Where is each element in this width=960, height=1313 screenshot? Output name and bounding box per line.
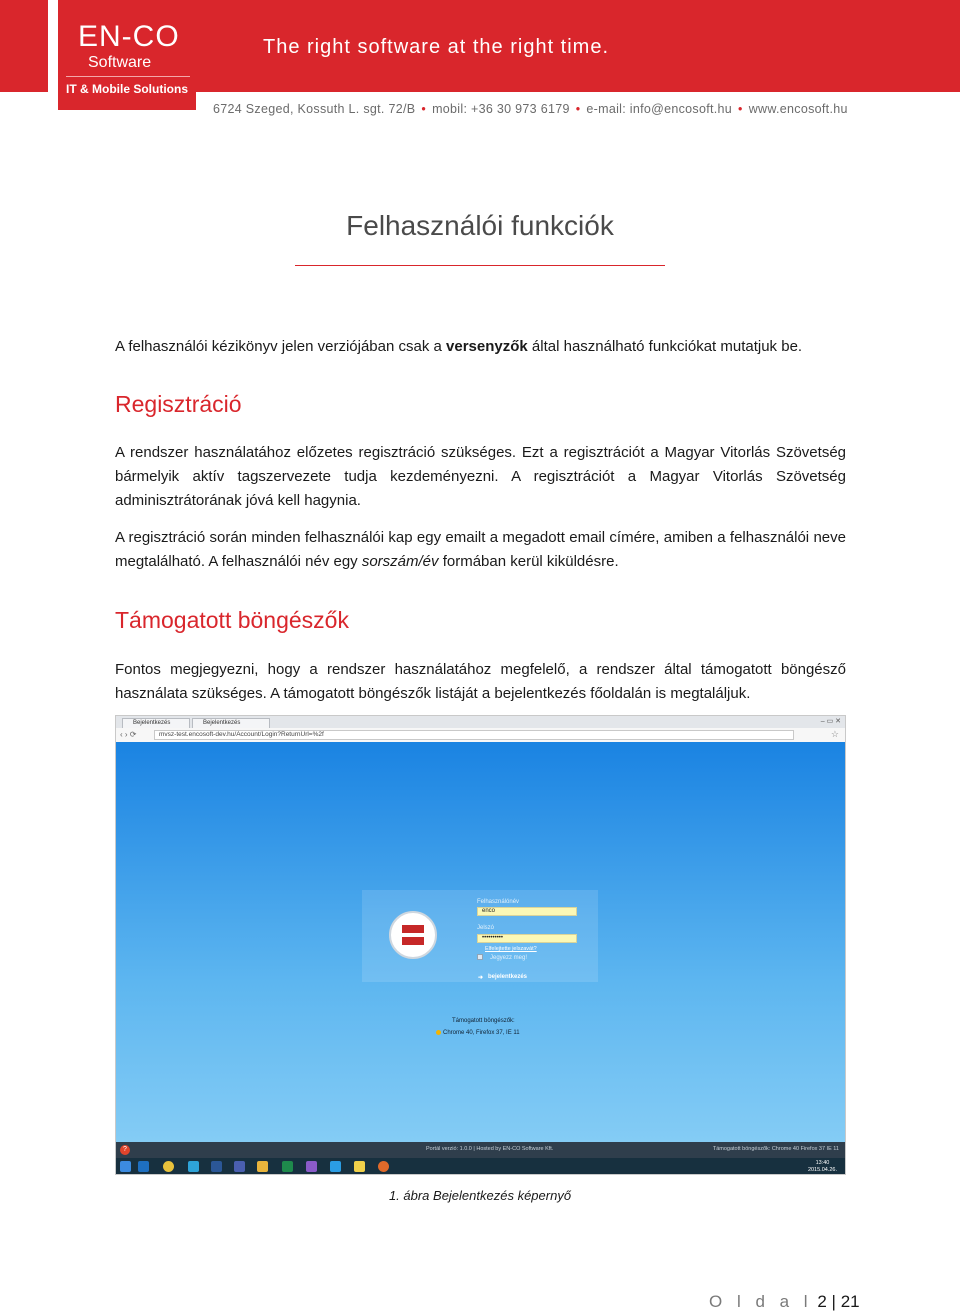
- registration-paragraph-2: [115, 526, 846, 574]
- remember-checkbox[interactable]: [477, 954, 483, 960]
- contact-line: 6724 Szeged, Kossuth L. sgt. 72/B • mobil: +36 30 973 6179 • e-mail: info@encosoft.hu • www.encosoft.hu: [213, 102, 848, 116]
- remember-label: Jegyezz meg!: [490, 955, 528, 961]
- para2-italic: sorszám/év: [361, 553, 439, 570]
- supported-browsers-title: Támogatott böngészők:: [452, 1018, 515, 1024]
- excel-icon[interactable]: [282, 1161, 293, 1172]
- intro-bold: versenyzők: [446, 338, 528, 355]
- outlook-icon[interactable]: [138, 1161, 149, 1172]
- website: www.encosoft.hu: [748, 102, 848, 116]
- app-icon-2[interactable]: [354, 1161, 365, 1172]
- chrome-icon: [436, 1030, 441, 1035]
- browser-tabstrip: [116, 716, 845, 728]
- address: 6724 Szeged, Kossuth L. sgt. 72/B: [213, 102, 416, 116]
- registration-paragraph-1: A rendszer használatához előzetes regisztráció szükséges. Ezt a regisztrációt a Magyar Vitorlás Szövetség bármelyik aktív tagszervezete tudja kezdeményezni. A regisztrációt a Magyar Vitorlás Szövetség adminisztrátorának jóvá kell hagynia.: [115, 444, 846, 509]
- forgot-password-link[interactable]: Elfelejtette jelszavát?: [485, 946, 537, 952]
- window-buttons[interactable]: – ▭ ✕: [820, 718, 841, 725]
- header-strip: [0, 0, 48, 92]
- login-arrow-icon[interactable]: ➜: [478, 975, 484, 981]
- intro-text: A felhasználói kézikönyv jelen verziójában csak a: [115, 338, 447, 355]
- slogan: The right software at the right time.: [263, 36, 610, 58]
- viber-icon[interactable]: [306, 1161, 317, 1172]
- help-icon[interactable]: ?: [120, 1145, 130, 1155]
- url-field[interactable]: mvsz-test.encosoft-dev.hu/Account/Login?ReturnUrl=%2f: [154, 730, 794, 740]
- login-button[interactable]: bejelentkezés: [488, 974, 528, 980]
- page-number: [709, 1292, 860, 1312]
- folder-icon[interactable]: [257, 1161, 268, 1172]
- page-total: 21: [840, 1292, 860, 1311]
- clock-date: 2015.04.26.: [807, 1167, 837, 1173]
- firefox-icon[interactable]: [378, 1161, 389, 1172]
- nav-arrows-icon[interactable]: ‹ › ⟳: [120, 730, 137, 739]
- star-icon[interactable]: ☆: [830, 729, 839, 739]
- login-screenshot: [115, 715, 846, 1175]
- logo-tagline: IT & Mobile Solutions: [66, 82, 188, 96]
- username-label: Felhasználónév: [477, 899, 520, 905]
- ie-icon[interactable]: [188, 1161, 199, 1172]
- company-logo: [58, 0, 196, 110]
- chrome-taskbar-icon[interactable]: [163, 1161, 174, 1172]
- intro-paragraph: [115, 335, 846, 359]
- app-icon[interactable]: [234, 1161, 245, 1172]
- figure-caption: 1. ábra Bejelentkezés képernyő: [388, 1188, 572, 1203]
- login-page: [116, 742, 845, 1142]
- browser-tab-active[interactable]: Bejelentkezés: [192, 718, 270, 728]
- word-icon[interactable]: [211, 1161, 222, 1172]
- supported-browsers-list: [436, 1030, 520, 1036]
- heading-registration: Regisztráció: [115, 391, 242, 417]
- footer-version: Portál verzió: 1.0.0 | Hosted by EN-CO Software Kft.: [426, 1146, 554, 1152]
- supported-list-text: Chrome 40, Firefox 37, IE 11: [443, 1030, 520, 1037]
- password-input[interactable]: ••••••••••: [477, 934, 577, 943]
- page-separator: |: [831, 1292, 836, 1311]
- para2-text-end: formában kerül kiküldésre.: [438, 553, 619, 570]
- logo-divider: [66, 76, 190, 77]
- username-input[interactable]: enco: [477, 907, 577, 916]
- taskbar-clock: [808, 1160, 837, 1174]
- page-label: O l d a l: [709, 1292, 813, 1311]
- windows-taskbar: [116, 1158, 845, 1175]
- title-underline: [295, 265, 665, 266]
- logo-subtext: Software: [88, 54, 152, 71]
- browser-tab[interactable]: Bejelentkezés: [122, 718, 190, 728]
- password-label: Jelszó: [477, 925, 495, 931]
- skype-icon[interactable]: [330, 1161, 341, 1172]
- footer-browsers: Támogatott böngészők: Chrome 40 Firefox 37 IE 11: [712, 1146, 839, 1152]
- page-current: 2: [817, 1292, 827, 1311]
- browsers-paragraph: Fontos megjegyezni, hogy a rendszer használatához megfelelő, a rendszer által támogatott böngésző használata szükséges. A támogatott böngészők listáját a bejelentkezés főoldalán is megtaláljuk.: [115, 661, 846, 702]
- letterhead: [0, 0, 960, 130]
- federation-logo: [389, 911, 437, 959]
- logo-text: EN-CO: [78, 20, 180, 53]
- address-bar: [116, 728, 845, 743]
- intro-text-end: által használható funkciókat mutatjuk be.: [527, 338, 803, 355]
- clock-time: 13:40: [815, 1160, 830, 1166]
- heading-supported-browsers: Támogatott böngészők: [115, 607, 349, 633]
- page-footer: [116, 1142, 845, 1158]
- para2-text: A regisztráció során minden felhasználói kap egy emailt a megadott email címére, amiben a felhasználói neve megtalálható. A felhasználói név egy: [115, 529, 846, 570]
- email: e-mail: info@encosoft.hu: [586, 102, 733, 116]
- mobile: mobil: +36 30 973 6179: [432, 102, 570, 116]
- page-title: Felhasználói funkciók: [346, 210, 614, 241]
- start-icon[interactable]: [120, 1161, 131, 1172]
